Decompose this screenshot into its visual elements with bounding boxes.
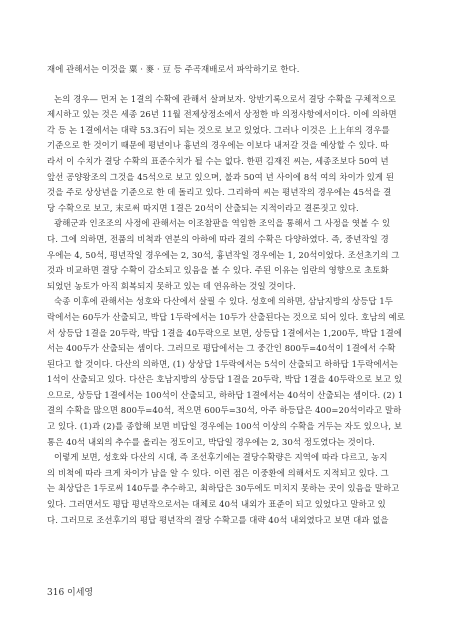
text-line: 것과 비교하면 결당 수확이 감소되고 있음을 볼 수 있다. 주된 이유는 임란의 영향으로 초토화	[47, 265, 389, 276]
text-line: 숙종 이후에 관해서는 성호와 다산에서 살필 수 있다. 성호에 의하면, 삼남지방의 상등답 1두	[54, 296, 393, 307]
paragraph-gwanghaegun-injo	[47, 216, 432, 294]
text-line: 된다고 할 것이다. 다산의 의하면, (1) 상상답 1두락에서는 5석이 산출되고 하하답 1두락에서는	[47, 358, 399, 369]
paragraph-conclusion	[47, 450, 432, 528]
text-line: 서는 400두가 산출되는 셈이다. 그러므로 평답에서는 그 중간인 800두=40석이 1결에서 수확	[47, 343, 396, 354]
text-line: 되었던 농토가 아직 회복되지 못하고 있는 데 연유하는 것일 것이다.	[47, 280, 296, 291]
text-line: 각 등 논 1결에서는 대략 53.3石이 되는 것으로 보고 있었다. 그러나 이것은 上上年의 경우를	[47, 124, 390, 135]
paragraph-gap	[47, 78, 432, 92]
text-line: 락에서는 60두가 산출되고, 박답 1두락에서는 10두가 산출된다는 것으로 되어 있다. 호남의 예로	[47, 311, 405, 322]
text-line: 것을 주로 상상년을 기준으로 한 데 돌리고 있다. 그리하여 씨는 평년작의 경우에는 45석을 결	[47, 187, 392, 198]
paragraph-intro-continuation	[47, 62, 432, 78]
text-line: 있다. 그러면서도 평답 평년작으로서는 대체로 40석 내외가 표준이 되고 있었다고 말하고 있	[47, 499, 386, 510]
text-line: 고 있다. (1)과 (2)를 종합해 보면 비답일 경우에는 100석 이상의 수확을 거두는 자도 있으나, 보	[47, 421, 403, 432]
text-line: 우에는 4, 50석, 평년작일 경우에는 2, 30석, 흉년작일 경우에는 1, 20석이었다. 조선초기의 그	[47, 249, 400, 260]
page-footer: 316 이세영	[47, 588, 94, 598]
text-line: 통은 40석 내외의 추수를 올리는 정도이고, 박답일 경우에는 2, 30석 정도였다는 것이다.	[47, 436, 375, 447]
text-line: 제시하고 있는 것은 세종 26년 11월 전제상정소에서 상정한 바 의정사항에서이다. 이에 의하면	[47, 109, 397, 120]
text-line: 다. 그러므로 조선후기의 평답 평년작의 결당 수확고를 대략 40석 내외였다고 보면 대과 없을	[47, 514, 389, 525]
text-line: 서 상등답 1결을 20두락, 박답 1결을 40두락으로 보면, 상등답 1결에서는 1,200두, 박답 1결에	[47, 327, 403, 338]
text-line: 재에 관해서는 이것을 粟 · 麥 · 豆 등 주곡재배로서 파악하기로 한다.	[47, 64, 300, 74]
text-line: 당 수확으로 보고, 末로써 따지면 1결은 20석이 산출되는 지적이라고 결론짓고 있다.	[47, 202, 359, 213]
paragraph-paddy-yield	[47, 92, 432, 217]
text-line: 는 최상답은 1두로써 140두를 추수하고, 최하답은 30두에도 미치지 못하는 곳이 있음을 말하고	[47, 483, 400, 494]
text-line: 기준으로 한 것이기 때문에 평년이나 흉년의 경우에는 이보다 내저갈 것을 예상할 수 있다. 따	[47, 140, 389, 151]
text-line: 앞선 공양왕조의 그것을 45석으로 보고 있으며, 불과 50여 년 사이에 8석 여의 차이가 있게 된	[47, 171, 395, 182]
text-line: 1석이 산출되고 있다. 다산은 호남지방의 상등답 1결을 20두락, 박답 1결을 40두락으로 보고 있	[47, 374, 403, 385]
text-line: 다. 그에 의하면, 전품의 비척과 연분의 아하에 따라 결의 수확은 다양하였다. 즉, 중년작일 경	[47, 233, 389, 244]
text-line: 결의 수확을 많으면 800두=40석, 적으면 600두=30석, 아주 하등답은 400=20석이라고 말하	[47, 405, 402, 416]
text-line: 의 비척에 따라 크게 차이가 남을 알 수 있다. 이런 점은 이중환에 의해서도 지적되고 있다. 그	[47, 467, 389, 478]
text-line: 이렇게 보면, 성호와 다산의 시대, 즉 조선후기에는 결당수확량은 지역에 따라 다르고, 농지	[54, 452, 388, 463]
text-line: 으므로, 상등답 1결에서는 100석이 산출되고, 하하답 1결에서는 40석이 산출되는 셈이다. (2) 1	[47, 389, 404, 400]
text-line: 논의 경우— 먼저 논 1결의 수확에 관해서 살펴보자. 앙반기록으로서 결당 수확을 구체적으로	[54, 93, 396, 104]
body-text	[47, 62, 432, 528]
paragraph-sukjong-after	[47, 294, 432, 450]
text-line: 광해군과 인조조의 사정에 관해서는 이조참판을 역임한 조익을 통해서 그 사정을 엿볼 수 있	[54, 218, 391, 229]
text-line: 라서 이 수치가 결당 수확의 표준수치가 될 수는 없다. 한편 김재진 씨는, 세종조보다 50여 년	[47, 155, 389, 166]
